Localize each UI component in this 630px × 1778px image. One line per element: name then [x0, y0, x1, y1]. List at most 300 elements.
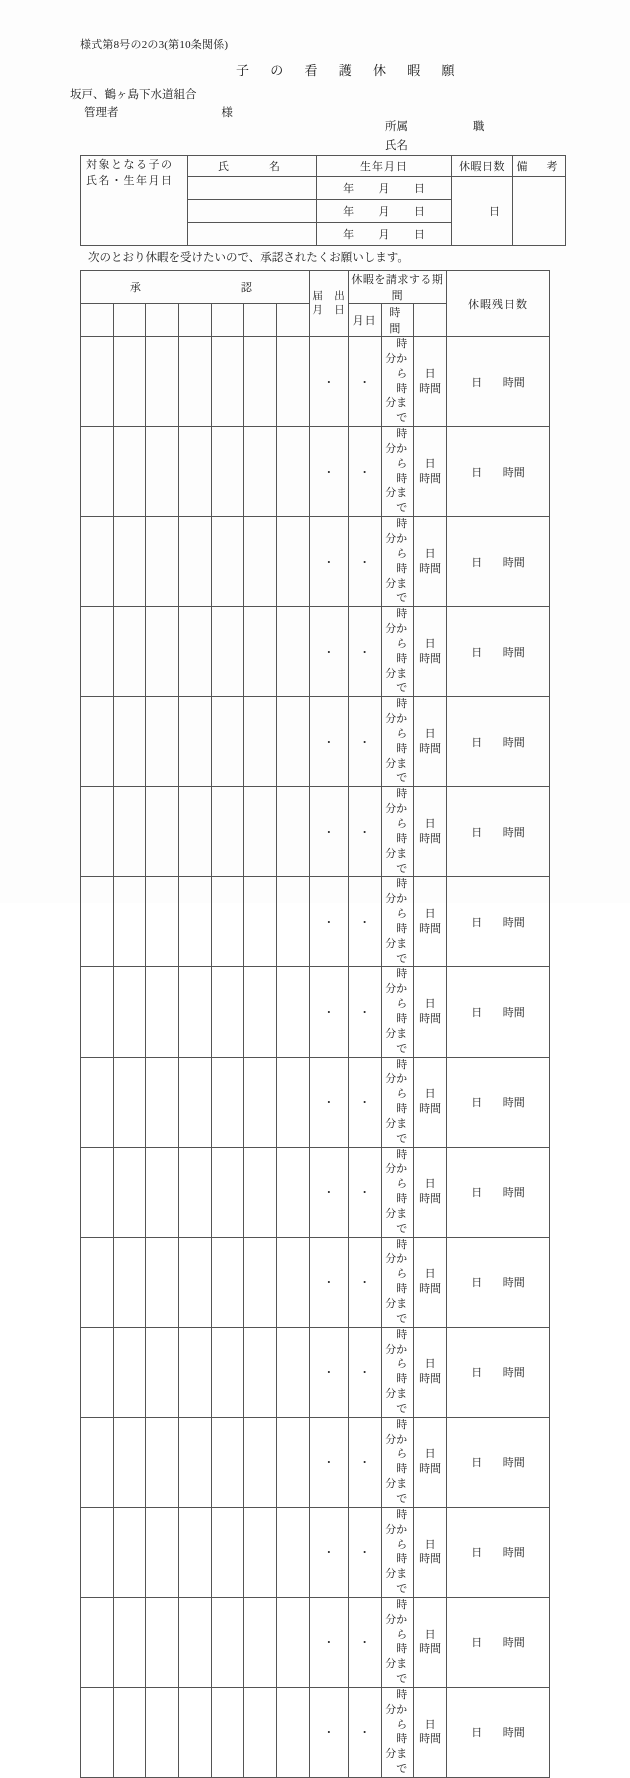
period-amount-cell[interactable] — [414, 1687, 447, 1777]
approval-stamp-cell[interactable] — [277, 877, 310, 967]
child-name-input-cell[interactable] — [188, 200, 317, 223]
time-stack — [382, 1598, 419, 1687]
approval-stamp-cell[interactable] — [244, 1597, 277, 1687]
amount-stack — [414, 1508, 446, 1597]
remaining-units — [447, 1418, 549, 1507]
remaining-hour-unit: 時間 — [502, 736, 525, 749]
period-amount-cell[interactable] — [414, 1597, 447, 1687]
time-to-label: 時 分まで — [385, 1103, 419, 1145]
period-amount-cell[interactable] — [414, 1327, 447, 1417]
child-birthdate-cell[interactable] — [317, 223, 452, 246]
approval-stamp-cell[interactable] — [179, 427, 212, 517]
approval-stamp-cell[interactable] — [81, 787, 114, 877]
affiliation-label: 所属 — [385, 121, 408, 133]
period-month-day-cell[interactable]: ・ — [348, 1147, 381, 1237]
child-name-input-cell[interactable] — [188, 223, 317, 246]
remaining-leave-cell[interactable] — [447, 697, 550, 787]
period-amount-cell[interactable] — [414, 1507, 447, 1597]
approval-stamp-cell[interactable] — [113, 1597, 146, 1687]
approval-stamp-cell[interactable] — [211, 1687, 244, 1777]
approval-stamp-cell[interactable] — [146, 607, 179, 697]
period-amount-cell[interactable] — [414, 787, 447, 877]
approval-stamp-cell[interactable] — [81, 1327, 114, 1417]
period-amount-cell[interactable] — [414, 517, 447, 607]
approval-stamp-cell[interactable] — [211, 1327, 244, 1417]
approval-stamp-cell[interactable] — [244, 517, 277, 607]
time-from-label: 時 分から — [385, 1058, 419, 1101]
period-time-cell[interactable] — [381, 1507, 419, 1597]
approval-stamp-cell[interactable] — [113, 1237, 146, 1327]
period-time-cell[interactable] — [381, 1327, 419, 1417]
remaining-hour-unit: 時間 — [502, 376, 525, 389]
period-month-day-cell[interactable]: ・ — [348, 337, 381, 427]
remaining-units — [447, 1238, 549, 1327]
time-to-label: 時 分まで — [385, 1193, 419, 1235]
approval-stamp-cell[interactable] — [277, 1687, 310, 1777]
amount-stack — [414, 1688, 446, 1777]
remaining-units — [447, 607, 549, 696]
approval-stamp-cell[interactable] — [179, 787, 212, 877]
submission-date-cell[interactable]: ・ — [309, 1237, 348, 1327]
approval-stamp-cell[interactable] — [277, 337, 310, 427]
approval-stamp-cell[interactable] — [179, 1147, 212, 1237]
time-to-label: 時 分まで — [385, 1643, 419, 1686]
approval-stamp-cell[interactable] — [211, 1597, 244, 1687]
approval-stamp-cell[interactable] — [146, 1687, 179, 1777]
period-time-cell[interactable] — [381, 337, 419, 427]
approval-stamp-cell[interactable] — [146, 1417, 179, 1507]
submission-date-cell[interactable]: ・ — [309, 607, 348, 697]
time-to-label: 時 分まで — [385, 1283, 419, 1325]
period-amount-cell[interactable] — [414, 1417, 447, 1507]
amount-day-unit: 日 — [424, 547, 436, 560]
approval-stamp-cell[interactable] — [211, 877, 244, 967]
remaining-leave-cell[interactable] — [447, 1417, 550, 1507]
child-birthdate-cell[interactable] — [317, 200, 452, 223]
period-time-cell[interactable] — [381, 1147, 419, 1237]
form-code: 様式第8号の2の3(第10条関係) — [80, 39, 229, 51]
remaining-leave-cell[interactable] — [447, 427, 550, 517]
amount-stack — [414, 877, 446, 966]
approval-stamp-cell[interactable] — [113, 1507, 146, 1597]
amount-stack — [414, 967, 446, 1056]
approval-stamp-cell[interactable] — [211, 1147, 244, 1237]
birthdate-unit: 年 — [343, 183, 355, 195]
remaining-leave-cell[interactable] — [447, 1687, 550, 1777]
time-to-label: 時 分まで — [385, 1553, 419, 1596]
period-month-day-cell[interactable]: ・ — [348, 1507, 381, 1597]
amount-day-unit: 日 — [424, 1718, 436, 1731]
time-from-label: 時 分から — [385, 698, 419, 740]
period-amount-cell[interactable] — [414, 1237, 447, 1327]
approval-stamp-cell[interactable] — [113, 1417, 146, 1507]
approval-stamp-cell[interactable] — [211, 517, 244, 607]
approval-stamp-cell[interactable] — [277, 1147, 310, 1237]
approval-stamp-cell[interactable] — [211, 967, 244, 1057]
time-stack — [382, 1328, 419, 1417]
approval-stamp-cell[interactable] — [146, 1057, 179, 1147]
approval-stamp-cell[interactable] — [277, 967, 310, 1057]
submission-date-cell[interactable]: ・ — [309, 697, 348, 787]
birthdate-unit: 年 — [343, 206, 355, 218]
approval-stamp-cell[interactable] — [244, 877, 277, 967]
period-time-cell[interactable] — [381, 787, 419, 877]
approval-stamp-cell[interactable] — [113, 1327, 146, 1417]
remarks-cell[interactable] — [513, 177, 566, 246]
approval-stamp-cell[interactable] — [113, 337, 146, 427]
remaining-units — [447, 1598, 549, 1687]
period-amount-cell[interactable] — [414, 1147, 447, 1237]
submission-date-cell[interactable]: ・ — [309, 1057, 348, 1147]
amount-stack — [414, 1328, 446, 1417]
approval-stamp-cell[interactable] — [211, 607, 244, 697]
approval-stamp-cell[interactable] — [277, 1417, 310, 1507]
remaining-units — [447, 1508, 549, 1597]
time-from-label: 時 分から — [385, 428, 419, 470]
approval-stamp-cell[interactable] — [211, 1057, 244, 1147]
addressee-label: 管理者 — [84, 107, 119, 119]
approval-stamp-cell[interactable] — [113, 1057, 146, 1147]
amount-hour-unit: 時間 — [419, 1733, 442, 1746]
remaining-leave-cell[interactable] — [447, 1147, 550, 1237]
amount-hour-unit: 時間 — [419, 382, 442, 395]
approval-stamp-cell[interactable] — [179, 697, 212, 787]
period-group-header: 休暇を請求する期間 — [348, 271, 446, 304]
approval-stamp-cell[interactable] — [179, 1687, 212, 1777]
period-month-day-cell[interactable]: ・ — [348, 1057, 381, 1147]
submission-date-cell[interactable]: ・ — [309, 1327, 348, 1417]
remaining-hour-unit: 時間 — [502, 1097, 525, 1110]
approval-stamp-header-cell — [81, 304, 114, 337]
approval-stamp-cell[interactable] — [179, 1507, 212, 1597]
period-time-cell[interactable] — [381, 1057, 419, 1147]
time-stack — [382, 1688, 419, 1777]
period-month-day-cell[interactable]: ・ — [348, 1687, 381, 1777]
approval-stamp-cell[interactable] — [113, 967, 146, 1057]
amount-stack — [414, 1058, 446, 1147]
approval-stamp-cell[interactable] — [81, 1147, 114, 1237]
honorific-label: 様 — [221, 107, 233, 119]
remaining-leave-cell[interactable] — [447, 1237, 550, 1327]
child-name-input-cell[interactable] — [188, 177, 317, 200]
remaining-leave-cell[interactable] — [447, 1597, 550, 1687]
approval-stamp-cell[interactable] — [277, 1237, 310, 1327]
birthdate-unit: 日 — [413, 206, 425, 218]
amount-day-unit: 日 — [424, 637, 436, 650]
approval-stamp-cell[interactable] — [179, 607, 212, 697]
approval-stamp-cell[interactable] — [211, 787, 244, 877]
approval-stamp-cell[interactable] — [146, 1237, 179, 1327]
remaining-day-unit: 日 — [471, 376, 483, 389]
birthdate-units — [317, 177, 451, 199]
remaining-hour-unit: 時間 — [502, 466, 525, 479]
approval-stamp-cell[interactable] — [146, 1327, 179, 1417]
approval-stamp-cell[interactable] — [277, 1057, 310, 1147]
approval-stamp-cell[interactable] — [211, 1237, 244, 1327]
amount-stack — [414, 427, 446, 516]
approval-stamp-cell[interactable] — [244, 427, 277, 517]
approval-stamp-cell[interactable] — [146, 697, 179, 787]
period-time-cell[interactable] — [381, 1597, 419, 1687]
remaining-hour-unit: 時間 — [502, 1547, 525, 1560]
remaining-leave-cell[interactable] — [447, 517, 550, 607]
remaining-hour-unit: 時間 — [502, 556, 525, 569]
amount-day-unit: 日 — [424, 818, 436, 830]
amount-day-unit: 日 — [424, 1628, 436, 1641]
leave-table-row — [81, 877, 550, 967]
period-month-day-cell[interactable]: ・ — [348, 517, 381, 607]
approval-stamp-cell[interactable] — [146, 787, 179, 877]
approval-stamp-cell[interactable] — [244, 607, 277, 697]
leave-table-row — [81, 517, 550, 607]
period-amount-cell[interactable] — [414, 697, 447, 787]
period-amount-cell[interactable] — [414, 337, 447, 427]
amount-day-unit: 日 — [424, 1268, 436, 1281]
amount-hour-unit: 時間 — [419, 1553, 442, 1566]
period-month-day-cell[interactable]: ・ — [348, 697, 381, 787]
submission-date-cell[interactable]: ・ — [309, 337, 348, 427]
approval-stamp-cell[interactable] — [277, 517, 310, 607]
approval-stamp-cell[interactable] — [81, 337, 114, 427]
submission-date-cell[interactable]: ・ — [309, 427, 348, 517]
period-month-day-cell[interactable]: ・ — [348, 967, 381, 1057]
period-time-cell[interactable] — [381, 1687, 419, 1777]
amount-stack — [414, 517, 446, 606]
remaining-leave-cell[interactable] — [447, 1507, 550, 1597]
approval-stamp-cell[interactable] — [244, 1057, 277, 1147]
approval-stamp-cell[interactable] — [179, 1237, 212, 1327]
amount-day-unit: 日 — [424, 1448, 436, 1461]
submission-date-header-line: 届 出 — [312, 290, 346, 302]
birthdate-unit: 日 — [413, 229, 425, 241]
remaining-day-unit: 日 — [471, 646, 483, 659]
birthdate-unit: 月 — [378, 229, 390, 241]
amount-hour-unit: 時間 — [419, 562, 442, 575]
approval-stamp-cell[interactable] — [179, 1597, 212, 1687]
leave-record-table — [80, 270, 550, 1778]
child-table-side-header: 対象となる子の氏名・生年月日 — [81, 156, 188, 246]
approval-stamp-cell[interactable] — [277, 1597, 310, 1687]
approval-stamp-cell[interactable] — [113, 1147, 146, 1237]
approval-group-header: 承 認 — [81, 271, 310, 304]
organization-name: 坂戸、鶴ヶ島下水道組合 — [70, 89, 197, 101]
approval-stamp-header-cell — [244, 304, 277, 337]
approval-stamp-cell[interactable] — [244, 1237, 277, 1327]
approval-stamp-cell[interactable] — [146, 427, 179, 517]
submission-date-cell[interactable]: ・ — [309, 1597, 348, 1687]
approval-stamp-cell[interactable] — [146, 337, 179, 427]
approval-stamp-cell[interactable] — [277, 787, 310, 877]
leave-table-row — [81, 1327, 550, 1417]
approval-stamp-cell[interactable] — [277, 427, 310, 517]
period-time-cell[interactable] — [381, 1237, 419, 1327]
approval-stamp-cell[interactable] — [113, 1687, 146, 1777]
name-label: 氏名 — [385, 140, 408, 152]
remaining-units — [447, 337, 549, 426]
period-month-day-cell[interactable]: ・ — [348, 607, 381, 697]
time-to-label: 時 分まで — [385, 832, 419, 875]
amount-hour-unit: 時間 — [419, 1643, 442, 1656]
leave-table-row — [81, 1147, 550, 1237]
approval-stamp-cell[interactable] — [244, 1687, 277, 1777]
approval-stamp-cell[interactable] — [81, 877, 114, 967]
period-month-day-cell[interactable]: ・ — [348, 427, 381, 517]
submission-date-cell[interactable]: ・ — [309, 967, 348, 1057]
approval-stamp-cell[interactable] — [211, 1417, 244, 1507]
time-from-label: 時 分から — [385, 1688, 419, 1731]
time-stack — [382, 1058, 419, 1147]
approval-stamp-cell[interactable] — [179, 967, 212, 1057]
approval-stamp-cell[interactable] — [244, 1327, 277, 1417]
approval-stamp-cell[interactable] — [244, 1417, 277, 1507]
approval-stamp-cell[interactable] — [81, 1687, 114, 1777]
approval-stamp-cell[interactable] — [211, 1507, 244, 1597]
approval-stamp-cell[interactable] — [81, 1597, 114, 1687]
affiliation-row — [385, 118, 484, 134]
amount-stack — [414, 1238, 446, 1327]
period-time-cell[interactable] — [381, 697, 419, 787]
period-month-day-cell[interactable]: ・ — [348, 877, 381, 967]
approval-stamp-header-cell — [146, 304, 179, 337]
remaining-leave-cell[interactable] — [447, 787, 550, 877]
period-time-cell[interactable] — [381, 967, 419, 1057]
approval-stamp-cell[interactable] — [211, 337, 244, 427]
approval-stamp-cell[interactable] — [277, 607, 310, 697]
approval-stamp-cell[interactable] — [179, 337, 212, 427]
remaining-leave-cell[interactable] — [447, 877, 550, 967]
remaining-leave-cell[interactable] — [447, 967, 550, 1057]
approval-stamp-cell[interactable] — [244, 967, 277, 1057]
approval-stamp-cell[interactable] — [81, 697, 114, 787]
remaining-leave-cell[interactable] — [447, 607, 550, 697]
remaining-hour-unit: 時間 — [502, 1277, 525, 1290]
time-to-label: 時 分まで — [385, 1373, 419, 1415]
approval-stamp-cell[interactable] — [146, 1597, 179, 1687]
amount-hour-unit: 時間 — [419, 472, 442, 485]
period-month-day-cell[interactable]: ・ — [348, 1327, 381, 1417]
submission-date-header-line: 月 日 — [312, 304, 346, 316]
approval-stamp-cell[interactable] — [81, 517, 114, 607]
time-stack — [382, 607, 419, 696]
remaining-leave-cell[interactable] — [447, 1057, 550, 1147]
remaining-hour-unit: 時間 — [502, 826, 525, 839]
approval-stamp-cell[interactable] — [81, 1237, 114, 1327]
period-month-day-cell[interactable]: ・ — [348, 1417, 381, 1507]
time-from-label: 時 分から — [385, 1148, 419, 1191]
remaining-leave-cell[interactable] — [447, 337, 550, 427]
approval-stamp-cell[interactable] — [244, 697, 277, 787]
approval-stamp-cell[interactable] — [81, 967, 114, 1057]
approval-stamp-cell[interactable] — [113, 697, 146, 787]
approval-stamp-cell[interactable] — [179, 1057, 212, 1147]
submission-date-cell[interactable]: ・ — [309, 517, 348, 607]
approval-stamp-cell[interactable] — [146, 877, 179, 967]
approval-stamp-cell[interactable] — [244, 787, 277, 877]
time-from-label: 時 分から — [385, 338, 419, 380]
approval-stamp-cell[interactable] — [113, 877, 146, 967]
approval-stamp-cell[interactable] — [244, 1147, 277, 1237]
period-amount-cell[interactable] — [414, 877, 447, 967]
submission-date-cell[interactable]: ・ — [309, 1687, 348, 1777]
amount-stack — [414, 337, 446, 426]
approval-stamp-cell[interactable] — [211, 697, 244, 787]
period-amount-cell[interactable] — [414, 607, 447, 697]
amount-day-unit: 日 — [424, 1178, 436, 1191]
approval-stamp-cell[interactable] — [179, 1417, 212, 1507]
period-time-cell[interactable] — [381, 427, 419, 517]
period-time-cell[interactable] — [381, 877, 419, 967]
period-amount-cell[interactable] — [414, 1057, 447, 1147]
child-table-header-row — [81, 156, 566, 177]
time-to-label: 時 分まで — [385, 652, 419, 695]
amount-hour-unit: 時間 — [419, 1463, 442, 1476]
approval-stamp-cell[interactable] — [81, 1507, 114, 1597]
time-from-label: 時 分から — [385, 1418, 419, 1461]
leave-days-cell[interactable]: 日 — [452, 177, 513, 246]
approval-stamp-cell[interactable] — [277, 1507, 310, 1597]
approval-stamp-cell[interactable] — [113, 787, 146, 877]
submission-date-cell[interactable]: ・ — [309, 787, 348, 877]
time-stack — [382, 877, 419, 966]
approval-stamp-cell[interactable] — [146, 967, 179, 1057]
leave-table-row — [81, 1507, 550, 1597]
period-amount-cell[interactable] — [414, 967, 447, 1057]
birthdate-unit: 月 — [378, 206, 390, 218]
period-time-cell[interactable] — [381, 517, 419, 607]
approval-stamp-cell[interactable] — [81, 607, 114, 697]
period-amount-cell[interactable] — [414, 427, 447, 517]
remaining-hour-unit: 時間 — [502, 1727, 525, 1740]
approval-stamp-cell[interactable] — [113, 517, 146, 607]
approval-stamp-cell[interactable] — [81, 1057, 114, 1147]
approval-stamp-cell[interactable] — [179, 877, 212, 967]
period-month-day-cell[interactable]: ・ — [348, 1597, 381, 1687]
remaining-day-unit: 日 — [471, 1277, 483, 1290]
submission-date-cell[interactable]: ・ — [309, 1507, 348, 1597]
time-to-label: 時 分まで — [385, 562, 419, 605]
submission-date-cell[interactable]: ・ — [309, 877, 348, 967]
period-time-cell[interactable] — [381, 607, 419, 697]
period-month-day-cell[interactable]: ・ — [348, 1237, 381, 1327]
approval-stamp-cell[interactable] — [277, 697, 310, 787]
period-month-day-cell[interactable]: ・ — [348, 787, 381, 877]
submission-date-cell[interactable]: ・ — [309, 1147, 348, 1237]
approval-stamp-cell[interactable] — [244, 337, 277, 427]
remaining-units — [447, 427, 549, 516]
approval-stamp-cell[interactable] — [277, 1327, 310, 1417]
approval-stamp-cell[interactable] — [81, 427, 114, 517]
approval-stamp-cell[interactable] — [146, 517, 179, 607]
time-stack — [382, 787, 419, 876]
remaining-leave-cell[interactable] — [447, 1327, 550, 1417]
submission-date-cell[interactable]: ・ — [309, 1417, 348, 1507]
time-to-label: 時 分まで — [385, 382, 419, 425]
approval-stamp-cell[interactable] — [113, 607, 146, 697]
approval-stamp-cell[interactable] — [244, 1507, 277, 1597]
approval-stamp-cell[interactable] — [146, 1507, 179, 1597]
approval-stamp-cell[interactable] — [146, 1147, 179, 1237]
approval-stamp-cell[interactable] — [179, 1327, 212, 1417]
amount-stack — [414, 607, 446, 696]
approval-stamp-cell[interactable] — [81, 1417, 114, 1507]
approval-stamp-cell[interactable] — [179, 517, 212, 607]
period-time-cell[interactable] — [381, 1417, 419, 1507]
approval-stamp-cell[interactable] — [211, 427, 244, 517]
child-birthdate-cell[interactable] — [317, 177, 452, 200]
approval-stamp-cell[interactable] — [113, 427, 146, 517]
remaining-day-unit: 日 — [471, 826, 483, 839]
amount-day-unit: 日 — [424, 727, 436, 740]
